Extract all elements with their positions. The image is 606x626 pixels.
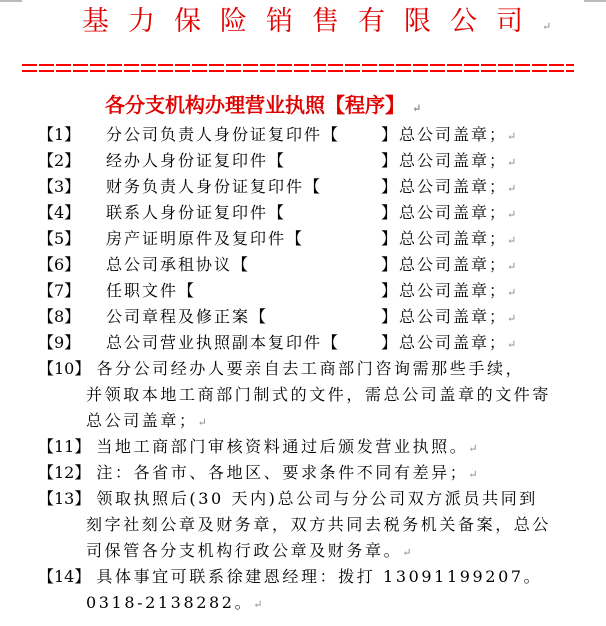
item-text: 分公司负责人身份证复印件【 — [106, 125, 341, 144]
list-item — [38, 148, 517, 174]
document-subtitle: 各分支机构办理营业执照【程序】 ↵ — [105, 93, 422, 117]
item-text: 联系人身份证复印件【 — [106, 203, 287, 222]
item-stamp: 】总公司盖章；↵ — [381, 151, 517, 170]
item-stamp: 】总公司盖章；↵ — [381, 177, 517, 196]
list-item — [38, 174, 517, 200]
paragraph-line: 0318-2138282。 — [86, 593, 254, 612]
paragraph-line: 当地工商部门审核资料通过后颁发营业执照。 — [96, 437, 469, 456]
item-number: 【9】 — [38, 333, 81, 352]
paragraph-line: 领取执照后(30 天内)总公司与分公司双方派员共同到 — [96, 489, 538, 508]
list-item — [38, 278, 517, 304]
item-stamp: 】总公司盖章；↵ — [381, 333, 517, 352]
item-text: 经办人身份证复印件【 — [106, 151, 287, 170]
item-number: 【3】 — [38, 177, 81, 196]
item-number: 【1】 — [38, 125, 81, 144]
item-text: 总公司营业执照副本复印件【 — [106, 333, 341, 352]
item-number: 【11】 — [38, 437, 91, 456]
list-item — [38, 122, 517, 148]
item-number: 【8】 — [38, 307, 81, 326]
item-text: 房产证明原件及复印件【 — [106, 229, 305, 248]
paragraph-line: 各分公司经办人要亲自去工商部门咨询需那些手续， — [96, 359, 525, 378]
paragraph-line: 司保管各分支机构行政公章及财务章。 — [86, 541, 403, 560]
list-item — [38, 200, 517, 226]
item-number: 【13】 — [38, 489, 91, 508]
paragraph-line: 总公司盖章； — [86, 411, 198, 430]
paragraph-line: 注：各省市、各地区、要求条件不同有差异； — [96, 463, 469, 482]
item-text: 任职文件【 — [106, 281, 197, 300]
divider-line-bottom — [22, 70, 574, 72]
item-stamp: 】总公司盖章；↵ — [381, 281, 517, 300]
paragraph-line: 并领取本地工商部门制式的文件，需总公司盖章的文件寄 — [86, 385, 552, 404]
list-item — [38, 226, 517, 252]
item-stamp: 】总公司盖章；↵ — [381, 255, 517, 274]
list-item — [38, 304, 517, 330]
margin-mark-right — [584, 0, 606, 2]
paragraph-line: 具体事宜可联系徐建恩经理：拨打 13091199207。 — [96, 567, 543, 586]
company-title: 基力保险销售有限公司↵ — [82, 6, 552, 37]
item-number: 【6】 — [38, 255, 81, 274]
item-text: 公司章程及修正案【 — [106, 307, 269, 326]
item-stamp: 】总公司盖章；↵ — [381, 203, 517, 222]
item-stamp: 】总公司盖章；↵ — [381, 229, 517, 248]
list-paragraph: 【12】 注：各省市、各地区、要求条件不同有差异；↵ — [38, 460, 583, 488]
margin-mark-left — [0, 0, 22, 2]
item-number: 【10】 — [38, 359, 91, 378]
item-number: 【12】 — [38, 463, 91, 482]
item-text: 财务负责人身份证复印件【 — [106, 177, 323, 196]
item-number: 【5】 — [38, 229, 81, 248]
list-paragraph: 【10】 各分公司经办人要亲自去工商部门咨询需那些手续， 并领取本地工商部门制式的文件，需总公司盖章的文件寄 总公司盖章；↵ — [38, 356, 583, 436]
item-text: 总公司承租协议【 — [106, 255, 251, 274]
item-number: 【2】 — [38, 151, 81, 170]
list-paragraph: 【13】 领取执照后(30 天内)总公司与分公司双方派员共同到 刻字社刻公章及财务章，双方共同去税务机关备案，总公 司保管各分支机构行政公章及财务章。↵ — [38, 486, 583, 566]
item-stamp: 】总公司盖章；↵ — [381, 125, 517, 144]
divider-line-top — [22, 64, 574, 66]
item-number: 【7】 — [38, 281, 81, 300]
list-paragraph: 【11】 当地工商部门审核资料通过后颁发营业执照。↵ — [38, 434, 583, 462]
paragraph-line: 刻字社刻公章及财务章，双方共同去税务机关备案，总公 — [86, 515, 552, 534]
list-item — [38, 330, 517, 356]
list-item — [38, 252, 517, 278]
item-number: 【4】 — [38, 203, 81, 222]
list-paragraph: 【14】 具体事宜可联系徐建恩经理：拨打 13091199207。 0318-2138282。↵ — [38, 564, 583, 618]
item-stamp: 】总公司盖章；↵ — [381, 307, 517, 326]
item-number: 【14】 — [38, 567, 91, 586]
